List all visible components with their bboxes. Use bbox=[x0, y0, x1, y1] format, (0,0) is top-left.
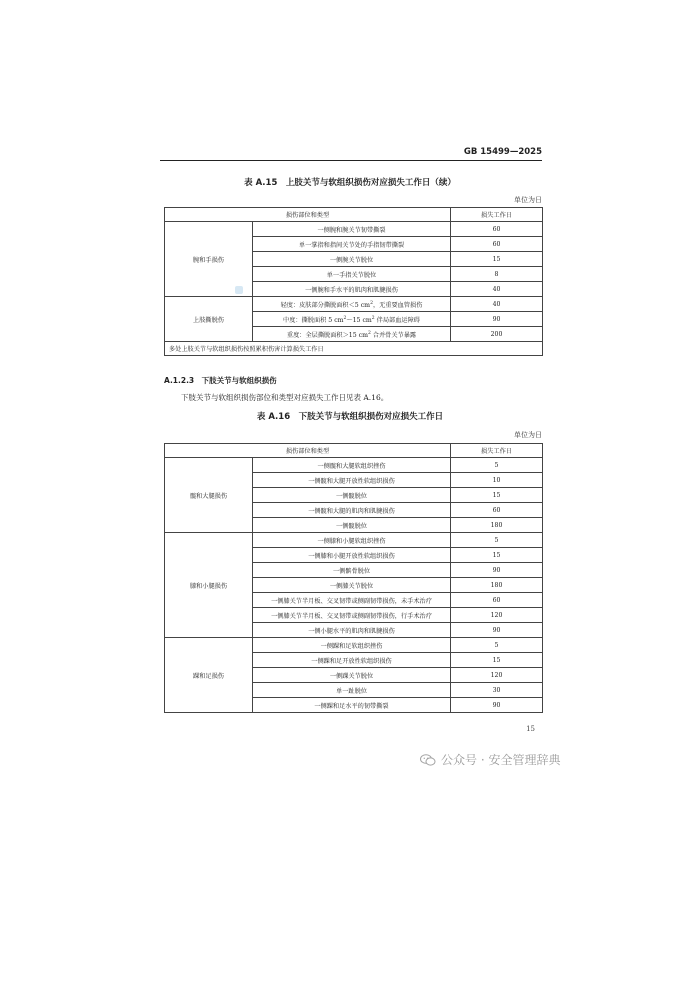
table15-note: 多处上肢关节与软组织损伤按照累积伤害计算损失工作日 bbox=[165, 342, 543, 356]
table-row bbox=[165, 638, 543, 653]
superscript: 2 bbox=[370, 300, 373, 306]
injury-type-text: 伴局部血运障碍 bbox=[374, 316, 420, 324]
injury-type-cell: 一侧小腿水平的肌肉和肌腱损伤 bbox=[253, 623, 451, 638]
table15-header-row bbox=[165, 208, 543, 222]
injury-type-cell: 单一趾脱位 bbox=[253, 683, 451, 698]
injury-type-cell: 一侧膝关节脱位 bbox=[253, 578, 451, 593]
injury-type-cell: 一侧踝关节脱位 bbox=[253, 668, 451, 683]
lost-days-cell: 120 bbox=[451, 608, 543, 623]
table16-header-row bbox=[165, 444, 543, 458]
lost-days-cell: 90 bbox=[451, 563, 543, 578]
table-row bbox=[165, 533, 543, 548]
table16-col-header-days: 损失工作日 bbox=[451, 444, 543, 458]
table-row bbox=[165, 297, 543, 312]
section-paragraph: 下肢关节与软组织损伤部位和类型对应损失工作日见表 A.16。 bbox=[181, 393, 389, 402]
injury-type-cell: 一侧腕和手水平的肌肉和肌腱损伤 bbox=[253, 282, 451, 297]
lost-days-cell: 60 bbox=[451, 503, 543, 518]
lost-days-cell: 60 bbox=[451, 237, 543, 252]
table16 bbox=[164, 443, 543, 713]
table15-group-label: 上肢撕脱伤 bbox=[165, 297, 253, 342]
injury-type-cell: 一侧膝关节半月板、交叉韧带或侧副韧带损伤，未手术治疗 bbox=[253, 593, 451, 608]
lost-days-cell: 40 bbox=[451, 282, 543, 297]
superscript: 2 bbox=[371, 315, 375, 321]
injury-type-cell: 一侧踝和足水平的韧带撕裂 bbox=[253, 698, 451, 713]
table15-unit: 单位为日 bbox=[514, 196, 542, 204]
table15 bbox=[164, 207, 543, 356]
injury-type-cell: 一侧踝和足开放性软组织损伤 bbox=[253, 653, 451, 668]
lost-days-cell: 30 bbox=[451, 683, 543, 698]
superscript: 2 bbox=[343, 315, 347, 321]
injury-type-text: 中度：撕脱面积 5 cm bbox=[283, 316, 344, 324]
lost-days-cell: 8 bbox=[451, 267, 543, 282]
table-row bbox=[165, 458, 543, 473]
table16-group-label: 膝和小腿损伤 bbox=[165, 533, 253, 638]
injury-type-text: ～15 cm bbox=[346, 316, 372, 324]
injury-type-cell: 一侧髋和大腿的肌肉和肌腱损伤 bbox=[253, 503, 451, 518]
injury-type-cell: 一侧膝和小腿开放性软组织损伤 bbox=[253, 548, 451, 563]
injury-type-cell: 一侧髋脱位 bbox=[253, 488, 451, 503]
injury-type-cell: 一侧腕关节脱位 bbox=[253, 252, 451, 267]
table-row bbox=[165, 222, 543, 237]
injury-type-cell: 一侧髋和大腿开放性软组织损伤 bbox=[253, 473, 451, 488]
scan-speck bbox=[235, 286, 243, 294]
table-row bbox=[165, 342, 543, 356]
injury-type-cell: 一侧髋脱位 bbox=[253, 518, 451, 533]
lost-days-cell: 90 bbox=[451, 698, 543, 713]
injury-type-cell: 一侧踝和足软组织挫伤 bbox=[253, 638, 451, 653]
injury-type-cell: 单一手指关节脱位 bbox=[253, 267, 451, 282]
table16-caption: 表 A.16 下肢关节与软组织损伤对应损失工作日 bbox=[256, 412, 444, 422]
lost-days-cell: 15 bbox=[451, 488, 543, 503]
header-rule bbox=[160, 160, 542, 161]
lost-days-cell: 5 bbox=[451, 533, 543, 548]
lost-days-cell: 15 bbox=[451, 548, 543, 563]
lost-days-cell: 180 bbox=[451, 578, 543, 593]
injury-type-cell: 一侧髋和大腿软组织挫伤 bbox=[253, 458, 451, 473]
table15-caption: 表 A.15 上肢关节与软组织损伤对应损失工作日（续） bbox=[244, 178, 456, 188]
table15-group-label: 腕和手损伤 bbox=[165, 222, 253, 297]
injury-type-text: ，无重要血管损伤 bbox=[372, 301, 423, 309]
injury-type-cell: 一侧腕和腕关节韧带撕裂 bbox=[253, 222, 451, 237]
lost-days-cell: 5 bbox=[451, 638, 543, 653]
injury-type-cell: 一侧膝和小腿软组织挫伤 bbox=[253, 533, 451, 548]
lost-days-cell: 60 bbox=[451, 593, 543, 608]
section-heading: A.1.2.3 下肢关节与软组织损伤 bbox=[164, 376, 277, 385]
lost-days-cell: 120 bbox=[451, 668, 543, 683]
injury-type-cell: 一侧髌骨脱位 bbox=[253, 563, 451, 578]
lost-days-cell: 90 bbox=[451, 623, 543, 638]
injury-type-cell: 单一掌指和指间关节处的手指韧带撕裂 bbox=[253, 237, 451, 252]
lost-days-cell: 60 bbox=[451, 222, 543, 237]
injury-type-cell: 一侧膝关节半月板、交叉韧带或侧副韧带损伤，行手术治疗 bbox=[253, 608, 451, 623]
table15-col-header-days: 损失工作日 bbox=[451, 208, 543, 222]
standard-number: GB 15499—2025 bbox=[463, 147, 542, 157]
injury-type-text: 轻度：皮肤部分撕脱面积＜5 cm bbox=[280, 301, 371, 309]
lost-days-cell: 5 bbox=[451, 458, 543, 473]
watermark-text: 公众号 · 安全管理辞典 bbox=[441, 753, 561, 767]
lost-days-cell: 15 bbox=[451, 252, 543, 267]
lost-days-cell: 180 bbox=[451, 518, 543, 533]
lost-days-cell: 10 bbox=[451, 473, 543, 488]
lost-days-cell: 90 bbox=[451, 312, 543, 327]
wechat-icon bbox=[420, 754, 436, 766]
table16-group-label: 髋和大腿损伤 bbox=[165, 458, 253, 533]
lost-days-cell: 15 bbox=[451, 653, 543, 668]
injury-type-text: 合并骨关节暴露 bbox=[370, 331, 417, 339]
injury-type-text: 重度：全层撕脱面积＞15 cm bbox=[286, 331, 368, 339]
table15-col-header-type: 损伤部位和类型 bbox=[165, 208, 451, 222]
page-number: 15 bbox=[526, 725, 535, 733]
table16-unit: 单位为日 bbox=[514, 431, 542, 439]
lost-days-cell: 200 bbox=[451, 327, 543, 342]
lost-days-cell: 40 bbox=[451, 297, 543, 312]
injury-type-cell bbox=[253, 327, 451, 342]
watermark bbox=[420, 751, 560, 768]
table16-group-label: 踝和足损伤 bbox=[165, 638, 253, 713]
injury-type-cell bbox=[253, 312, 451, 327]
table16-col-header-type: 损伤部位和类型 bbox=[165, 444, 451, 458]
superscript: 2 bbox=[367, 330, 371, 336]
injury-type-cell bbox=[253, 297, 451, 312]
